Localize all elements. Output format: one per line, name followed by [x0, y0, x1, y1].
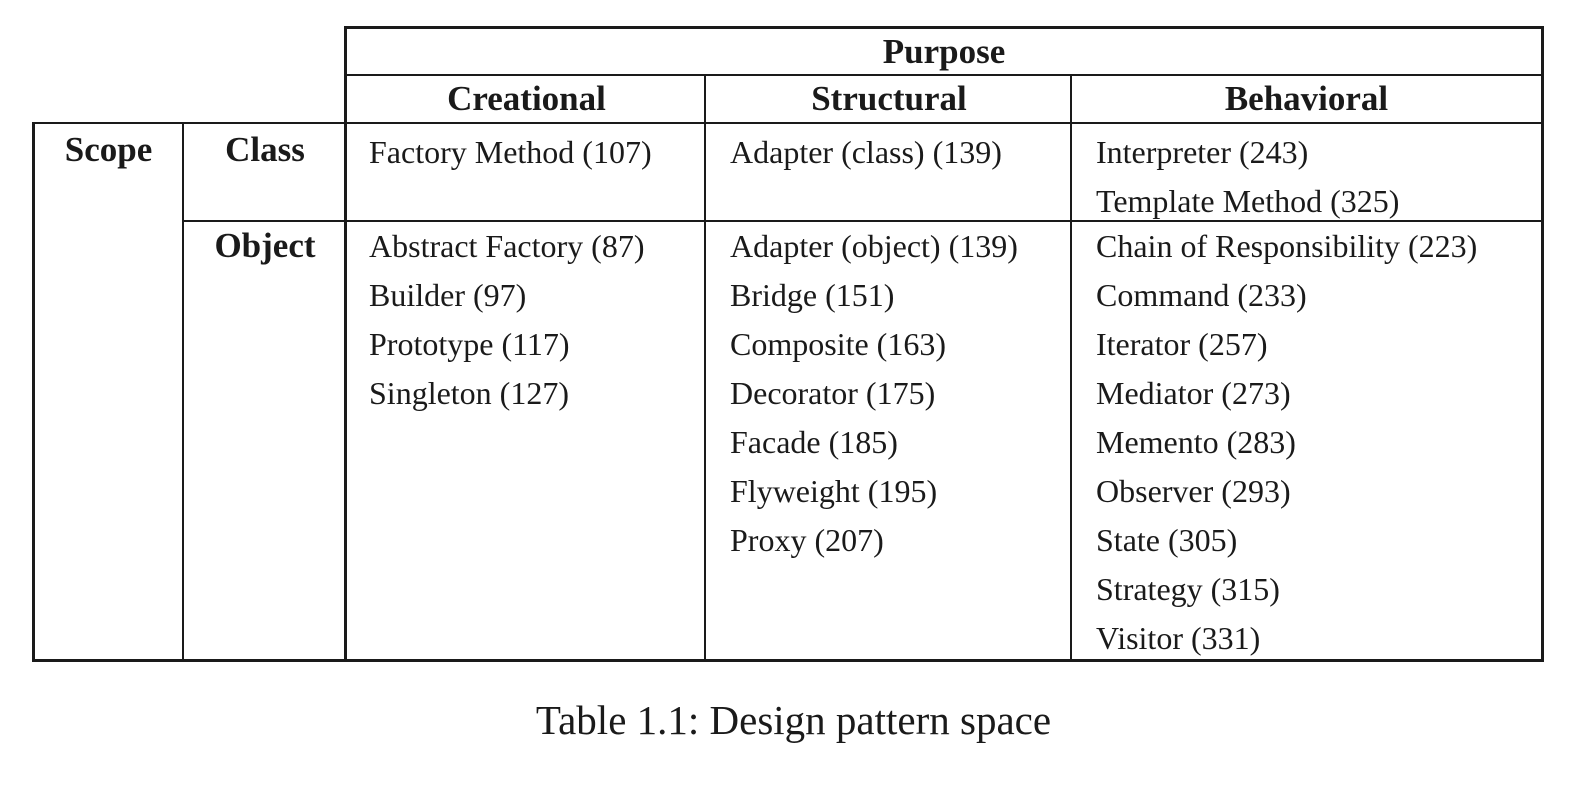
pattern-entry: Decorator (175) — [730, 375, 936, 411]
class-creational-cell — [344, 122, 706, 222]
row-label-class: Class — [182, 122, 346, 222]
pattern-entry: Flyweight (195) — [730, 473, 938, 509]
pattern-entry: Mediator (273) — [1096, 375, 1291, 411]
table-caption: Table 1.1: Design pattern space — [535, 697, 1052, 743]
object-behavioral-list — [1096, 222, 1541, 663]
pattern-entry: Visitor (331) — [1096, 620, 1261, 656]
pattern-entry: Memento (283) — [1096, 424, 1296, 460]
pattern-entry: Adapter (object) (139) — [730, 228, 1018, 264]
object-creational-list — [369, 222, 706, 418]
pattern-entry: Abstract Factory (87) — [369, 228, 645, 264]
pattern-entry: Composite (163) — [730, 326, 946, 362]
row-label-object: Object — [182, 220, 346, 662]
pattern-entry: Factory Method (107) — [369, 134, 652, 170]
column-header-structural: Structural — [704, 74, 1072, 124]
pattern-entry: Command (233) — [1096, 277, 1307, 313]
column-header-creational: Creational — [344, 74, 706, 124]
object-structural-list — [730, 222, 1072, 565]
pattern-entry: Singleton (127) — [369, 375, 569, 411]
purpose-header: Purpose — [344, 26, 1544, 76]
pattern-entry: Interpreter (243) — [1096, 134, 1309, 170]
pattern-entry: Facade (185) — [730, 424, 898, 460]
pattern-entry: Iterator (257) — [1096, 326, 1268, 362]
pattern-entry: Builder (97) — [369, 277, 527, 313]
pattern-entry: Bridge (151) — [730, 277, 895, 313]
object-creational-cell — [344, 220, 706, 662]
pattern-entry: Chain of Responsibility (223) — [1096, 228, 1478, 264]
class-behavioral-list — [1096, 128, 1541, 226]
scope-header: Scope — [32, 122, 184, 662]
pattern-entry: State (305) — [1096, 522, 1238, 558]
column-header-behavioral: Behavioral — [1070, 74, 1544, 124]
pattern-entry: Observer (293) — [1096, 473, 1291, 509]
pattern-entry: Prototype (117) — [369, 326, 570, 362]
class-behavioral-cell — [1070, 122, 1544, 222]
class-structural-cell — [704, 122, 1072, 222]
pattern-entry: Proxy (207) — [730, 522, 884, 558]
object-behavioral-cell — [1070, 220, 1544, 662]
pattern-entry: Adapter (class) (139) — [730, 134, 1002, 170]
pattern-entry: Template Method (325) — [1096, 183, 1400, 219]
class-creational-list — [369, 128, 706, 177]
pattern-entry: Strategy (315) — [1096, 571, 1280, 607]
design-pattern-table — [32, 26, 1544, 662]
object-structural-cell — [704, 220, 1072, 662]
class-structural-list — [730, 128, 1072, 177]
